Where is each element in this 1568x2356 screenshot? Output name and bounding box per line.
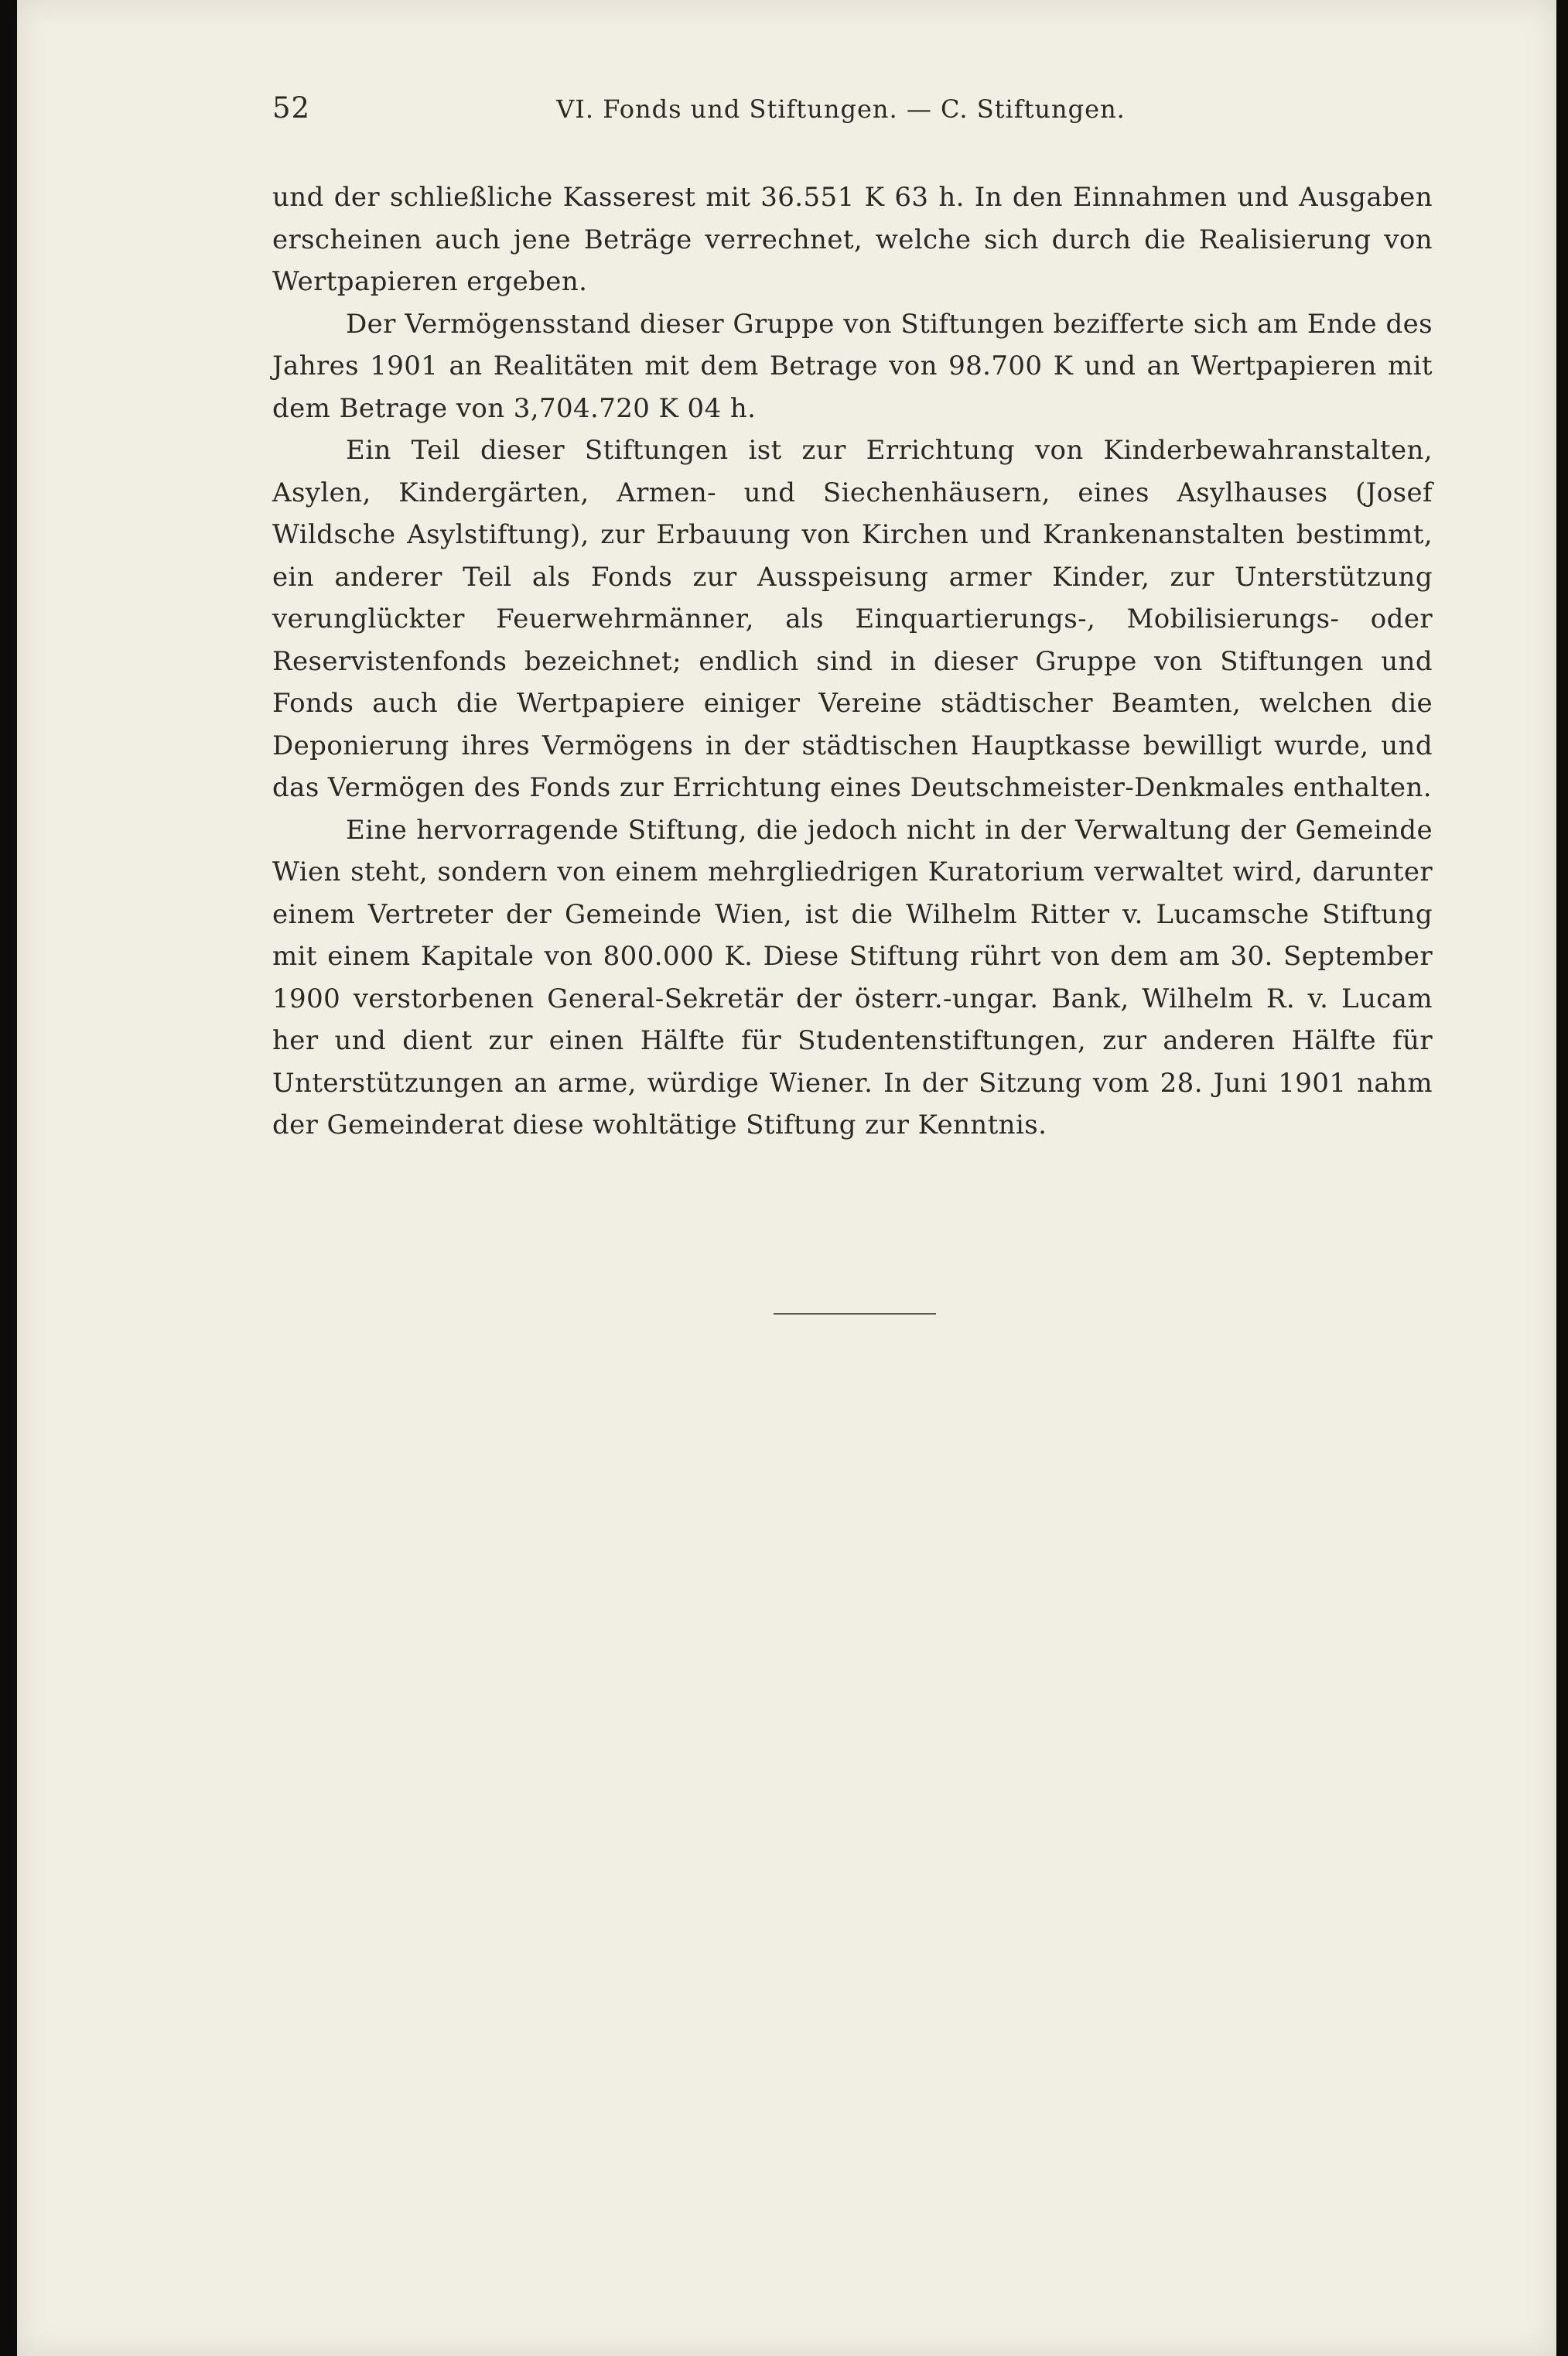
paragraph-2: Der Vermögensstand dieser Gruppe von Stiftungen bezifferte sich am Ende des Jahres 1901 an Realitäten mit dem Betrage von 98.700 K und an Wertpapieren mit dem Betrage von 3,704.720 K 04 h. [272,308,1433,424]
body-text [272,176,1433,1147]
paragraph-4: Eine hervorragende Stiftung, die jedoch nicht in der Verwaltung der Gemeinde Wien steht, sondern von einem mehrgliedrigen Kuratorium verwaltet wird, darunter einem Vertreter der Gemeinde Wien, ist die Wilhelm Ritter v. Lucamsche Stiftung mit einem Kapitale von 800.000 K. Diese Stiftung rührt von dem am 30. September 1900 verstorbenen General-Sekretär der österr.-ungar. Bank, Wilhelm R. v. Lucam her und dient zur einen Hälfte für Studentenstiftungen, zur anderen Hälfte für Unterstützungen an arme, würdige Wiener. In der Sitzung vom 28. Juni 1901 nahm der Gemeinderat diese wohltätige Stiftung zur Kenntnis. [272,814,1433,1140]
document-page [17,0,1556,2356]
section-divider [774,1313,936,1315]
paragraph-3: Ein Teil dieser Stiftungen ist zur Errichtung von Kinderbewahranstalten, Asylen, Kindergärten, Armen- und Siechenhäusern, eines Asylhauses (Josef Wildsche Asylstiftung), zur Erbauung von Kirchen und Krankenanstalten bestimmt, ein anderer Teil als Fonds zur Ausspeisung armer Kinder, zur Unterstützung verunglückter Feuerwehrmänner, als Einquartierungs-, Mobilisierungs- oder Reservistenfonds bezeichnet; endlich sind in dieser Gruppe von Stiftungen und Fonds auch die Wertpapiere einiger Vereine städtischer Beamten, welchen die Deponierung ihres Vermögens in der städtischen Hauptkasse bewilligt wurde, und das Vermögen des Fonds zur Errichtung eines Deutschmeister-Denkmales enthalten. [272,435,1433,803]
page-header [272,91,1409,138]
running-title: VI. Fonds und Stiftungen. — C. Stiftungen. [556,94,1126,124]
paragraph-1: und der schließliche Kasserest mit 36.551 K 63 h. In den Einnahmen und Ausgaben erscheinen auch jene Beträge verrechnet, welche sich durch die Realisierung von Wertpapieren ergeben. [272,182,1433,297]
page-number: 52 [272,91,311,125]
